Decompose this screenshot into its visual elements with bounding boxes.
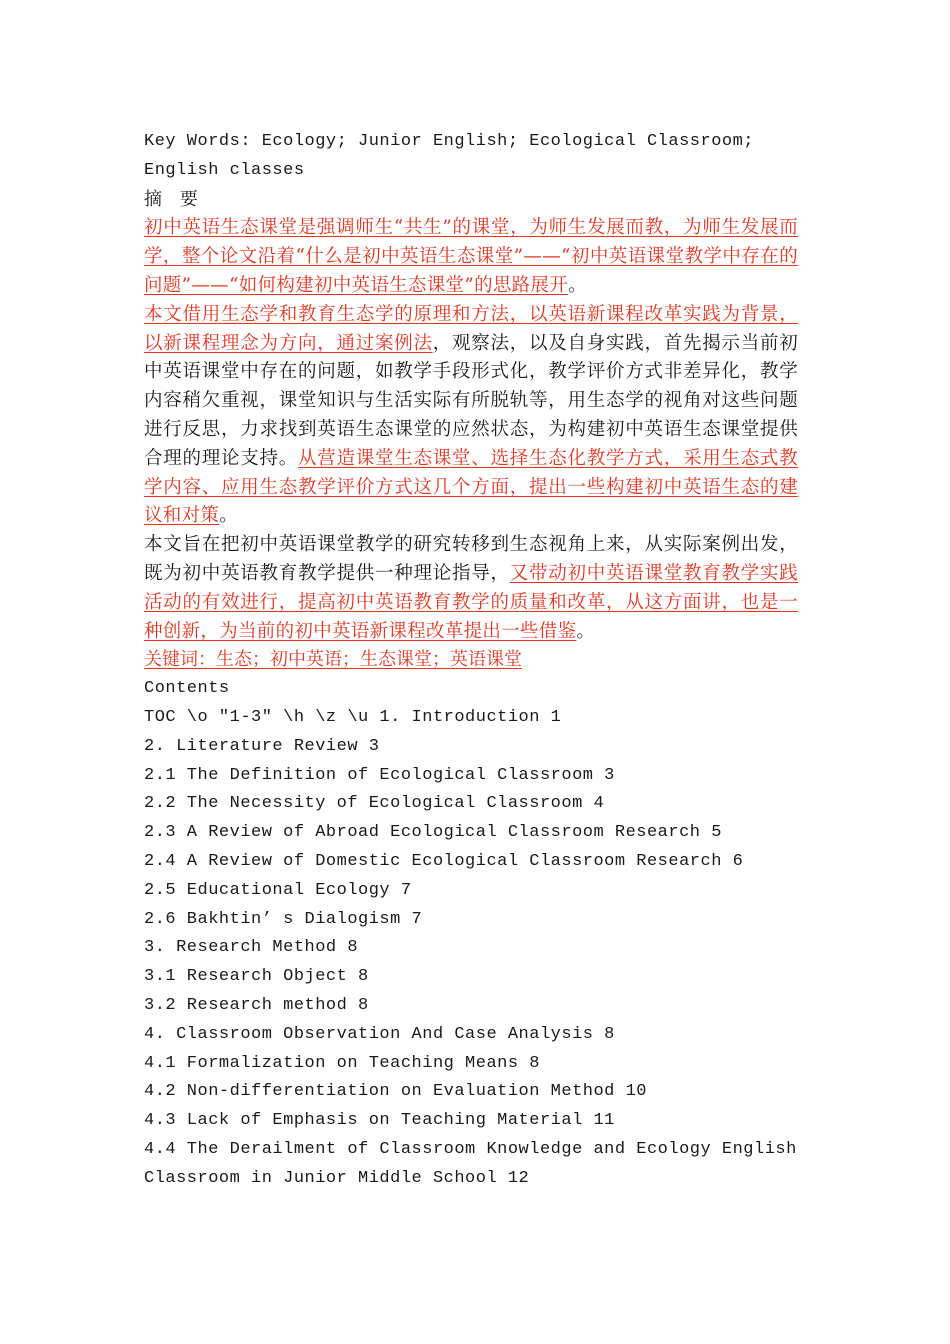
toc-entry[interactable]: 4. Classroom Observation And Case Analysis 8 bbox=[144, 1024, 615, 1044]
abstract-paragraph-1 bbox=[144, 214, 798, 300]
toc-entry[interactable]: 3. Research Method 8 bbox=[144, 938, 359, 958]
document-page bbox=[144, 128, 808, 1193]
toc-entry[interactable]: 2.3 A Review of Abroad Ecological Classroom Research 5 bbox=[144, 823, 722, 843]
toc-entry[interactable]: 2.1 The Definition of Ecological Classroom 3 bbox=[144, 765, 615, 785]
table-of-contents bbox=[144, 704, 808, 1194]
highlighted-text: 关键词：生态；初中英语；生态课堂；英语课堂 bbox=[144, 649, 522, 671]
plain-text: 。 bbox=[576, 620, 596, 642]
toc-entry[interactable]: 4.4 The Derailment of Classroom Knowledge and Ecology English Classroom in Junior Middle School 12 bbox=[144, 1139, 808, 1188]
toc-entry[interactable]: TOC \o "1-3" \h \z \u 1. Introduction 1 bbox=[144, 707, 562, 727]
keywords-chinese bbox=[144, 646, 798, 675]
abstract-paragraph-3 bbox=[144, 531, 798, 646]
abstract-paragraph-2 bbox=[144, 301, 798, 531]
toc-entry[interactable]: 3.1 Research Object 8 bbox=[144, 967, 369, 987]
plain-text: 本文旨在把初中英语课堂教学的研究转移到生态视角上来，从实际案例出发，既为初中英语教育教学提供一种理论指导， bbox=[144, 534, 798, 584]
toc-entry[interactable]: 2.5 Educational Ecology 7 bbox=[144, 880, 412, 900]
toc-entry[interactable]: 2.4 A Review of Domestic Ecological Classroom Research 6 bbox=[144, 851, 744, 871]
toc-entry[interactable]: 2. Literature Review 3 bbox=[144, 736, 380, 756]
plain-text: 。 bbox=[568, 274, 587, 296]
plain-text: ，观察法，以及自身实践，首先揭示当前初中英语课堂中存在的问题，如教学手段形式化，教学评价方式非差异化，教学内容稍欠重视，课堂知识与生活实际有所脱轨等，用生态学的视角对这些问题进行反思，力求找到英语生态课堂的应然状态，为构建初中英语生态课堂提供合理的理论支持。 bbox=[144, 332, 798, 469]
toc-entry[interactable]: 2.6 Bakhtin’ s Dialogism 7 bbox=[144, 909, 423, 929]
toc-entry[interactable]: 4.1 Formalization on Teaching Means 8 bbox=[144, 1053, 540, 1073]
abstract-heading: 摘 要 bbox=[144, 188, 204, 210]
contents-heading: Contents bbox=[144, 679, 230, 699]
highlighted-text: 又带动初中英语课堂教育教学实践活动的有效进行，提高初中英语教育教学的质量和改革，从这方面讲，也是一种创新，为当前的初中英语新课程改革提出一些借鉴 bbox=[144, 562, 798, 642]
toc-entry[interactable]: 3.2 Research method 8 bbox=[144, 995, 369, 1015]
toc-entry[interactable]: 4.2 Non-differentiation on Evaluation Method 10 bbox=[144, 1082, 647, 1102]
keywords-english: Key Words: Ecology; Junior English; Ecological Classroom; English classes bbox=[144, 132, 765, 180]
highlighted-text: 本文借用生态学和教育生态学的原理和方法，以英语新课程改革实践为背景，以新课程理念为方向，通过案例法 bbox=[144, 303, 798, 354]
highlighted-text: 从营造课堂生态课堂、选择生态化教学方式，采用生态式教学内容、应用生态教学评价方式这几个方面，提出一些构建初中英语生态的建议和对策 bbox=[144, 447, 798, 527]
toc-entry[interactable]: 4.3 Lack of Emphasis on Teaching Material 11 bbox=[144, 1111, 615, 1131]
toc-entry[interactable]: 2.2 The Necessity of Ecological Classroom 4 bbox=[144, 794, 605, 814]
plain-text: 。 bbox=[219, 505, 239, 527]
highlighted-text: 初中英语生态课堂是强调师生“共生”的课堂，为师生发展而教，为师生发展而学，整个论文沿着“什么是初中英语生态课堂”——“初中英语课堂教学中存在的问题”——“如何构建初中英语生态课堂”的思路展开 bbox=[144, 217, 798, 296]
